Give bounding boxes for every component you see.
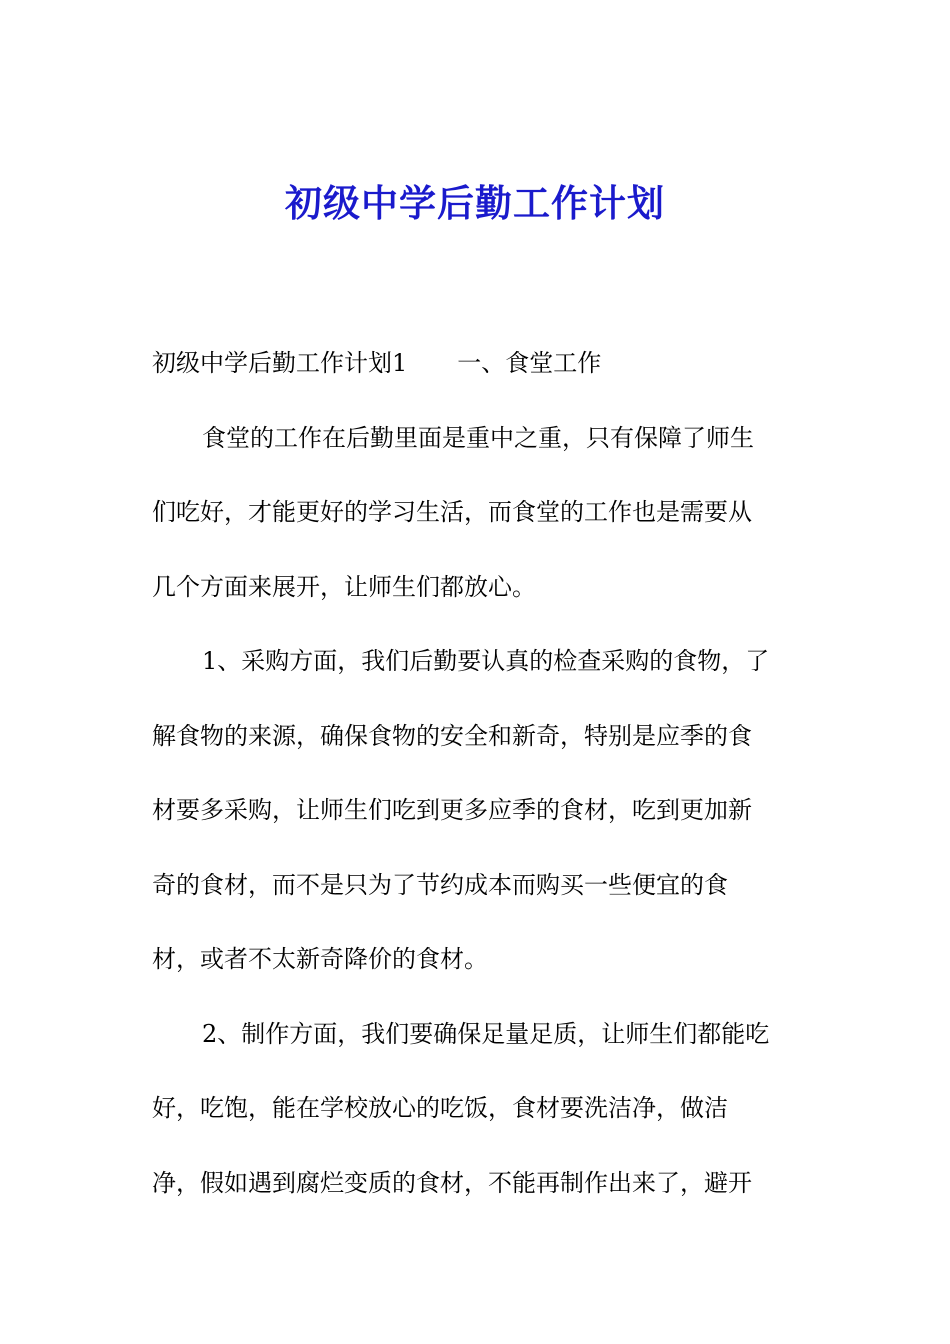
paragraph-line: 材，或者不太新奇降价的食材。 [152,945,488,973]
heading-line [152,326,812,401]
document-body [152,326,812,1220]
paragraph-line: 净，假如遇到腐烂变质的食材，不能再制作出来了，避开 [152,1168,752,1197]
paragraph-line: 好，吃饱，能在学校放心的吃饭，食材要洗洁净，做洁 [152,1094,728,1122]
plan-name: 初级中学后勤工作计划1 [152,349,408,377]
paragraph-line: 们吃好，才能更好的学习生活，而食堂的工作也是需要从 [152,498,752,526]
paragraph-line: 2、制作方面，我们要确保足量足质，让师生们都能吃 [202,1019,770,1048]
section-heading: 一、食堂工作 [457,349,602,377]
paragraph-line: 材要多采购，让师生们吃到更多应季的食材，吃到更加新 [152,796,752,824]
paragraph-line: 几个方面来展开，让师生们都放心。 [152,572,536,601]
paragraph-line: 奇的食材，而不是只为了节约成本而购买一些便宜的食 [152,870,728,899]
document-title: 初级中学后勤工作计划 [285,181,665,225]
paragraph-line: 食堂的工作在后勤里面是重中之重，只有保障了师生 [202,423,754,452]
paragraph-line: 解食物的来源，确保食物的安全和新奇，特别是应季的食 [152,721,752,750]
paragraph-line: 1、采购方面，我们后勤要认真的检查采购的食物，了 [202,647,770,675]
